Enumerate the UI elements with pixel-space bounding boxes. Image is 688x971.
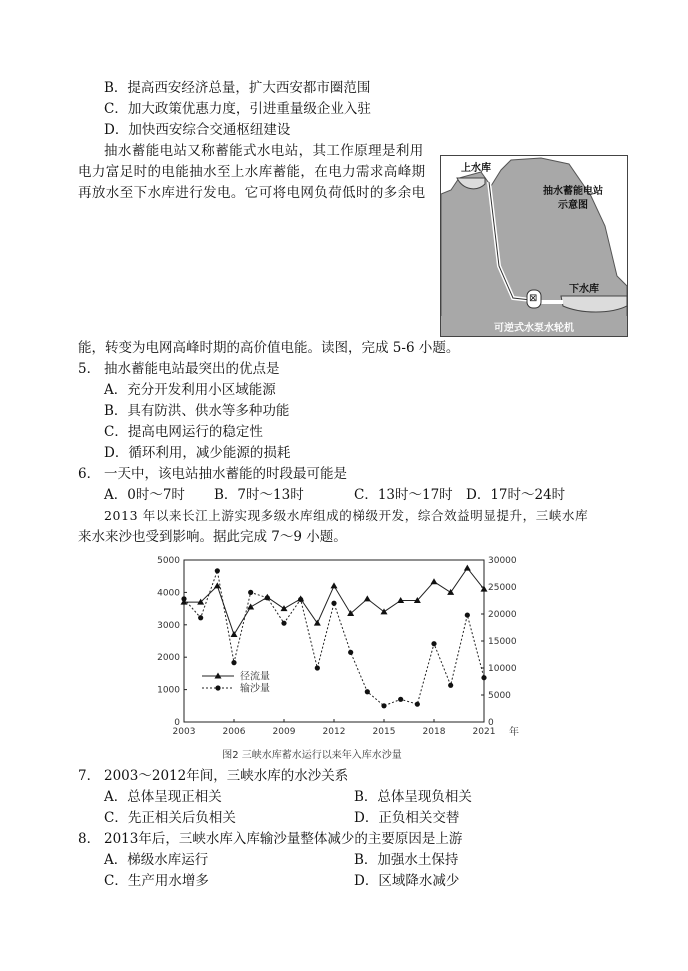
runoff-point xyxy=(381,608,388,614)
runoff-point xyxy=(331,582,338,588)
q6-option-b[interactable]: B．7时～13时 xyxy=(214,487,304,503)
sediment-point xyxy=(315,665,320,670)
runoff-point xyxy=(281,605,288,611)
sediment-point xyxy=(298,597,303,602)
water-sediment-chart xyxy=(140,552,530,764)
runoff-point xyxy=(364,595,371,601)
sediment-point xyxy=(281,621,286,626)
y-left-tick-label: 3000 xyxy=(157,620,180,631)
x-tick-label: 2009 xyxy=(272,727,296,737)
y-right-tick-label: 20000 xyxy=(488,610,517,620)
prev-option-d: D．加快西安综合交通枢纽建设 xyxy=(104,122,291,138)
y-right-tick-label: 10000 xyxy=(488,664,517,674)
q8-option-a[interactable]: A．梯级水库运行 xyxy=(104,852,209,868)
q5-option-a[interactable]: A．充分开发利用小区域能源 xyxy=(104,382,276,398)
x-tick-label: 2003 xyxy=(172,727,196,737)
sediment-point xyxy=(415,702,420,707)
passage1-line3: 再放水至下水库进行发电。它可将电网负荷低时的多余电 xyxy=(78,185,426,201)
prev-option-c: C．加大政策优惠力度，引进重量级企业入驻 xyxy=(104,101,371,117)
x-unit-label: 年 xyxy=(509,727,519,738)
q7-option-a[interactable]: A．总体呈现正相关 xyxy=(104,789,222,805)
sediment-point xyxy=(465,612,470,617)
q6-option-a[interactable]: A．0时～7时 xyxy=(104,487,185,503)
sediment-point xyxy=(198,615,203,620)
chart-svg xyxy=(140,552,530,764)
lower-reservoir-label: 下水库 xyxy=(569,284,599,295)
sediment-point xyxy=(181,596,186,601)
legend-marker-1 xyxy=(215,685,220,690)
sediment-point xyxy=(398,697,403,702)
q8-option-c[interactable]: C．生产用水增多 xyxy=(104,873,209,889)
y-left-tick-label: 4000 xyxy=(157,588,180,599)
q7-stem: 2003～2012年间，三峡水库的水沙关系 xyxy=(104,768,349,784)
sediment-point xyxy=(348,650,353,655)
diagram-title-line1: 抽水蓄能电站 xyxy=(543,186,603,197)
sediment-point xyxy=(215,568,220,573)
upper-reservoir-label: 上水库 xyxy=(461,163,491,174)
q8-option-b[interactable]: B．加强水土保持 xyxy=(354,852,459,868)
q5-number: 5． xyxy=(78,361,101,377)
turbine-label: 可逆式水泵水轮机 xyxy=(494,323,574,334)
series-line-1 xyxy=(184,571,484,706)
x-tick-label: 2018 xyxy=(422,727,446,737)
runoff-point xyxy=(314,620,321,626)
y-right-tick-label: 0 xyxy=(488,718,494,728)
sediment-point xyxy=(381,703,386,708)
q5-option-b[interactable]: B．具有防洪、供水等多种功能 xyxy=(104,403,290,419)
x-tick-label: 2012 xyxy=(322,727,346,737)
q8-option-d[interactable]: D．区域降水减少 xyxy=(354,873,460,889)
runoff-point xyxy=(447,589,454,595)
q5-stem: 抽水蓄能电站最突出的优点是 xyxy=(104,361,280,377)
y-right-tick-label: 30000 xyxy=(488,556,517,566)
q5-option-d[interactable]: D．循环利用，减少能源的损耗 xyxy=(104,445,291,461)
x-tick-label: 2006 xyxy=(222,727,246,737)
sediment-point xyxy=(481,675,486,680)
chart-caption: 图2 三峡水库蓄水运行以来年入库水沙量 xyxy=(222,750,402,761)
q8-stem: 2013年后，三峡水库入库输沙量整体减少的主要原因是上游 xyxy=(104,831,463,847)
q8-number: 8． xyxy=(78,831,101,847)
q5-option-c[interactable]: C．提高电网运行的稳定性 xyxy=(104,424,263,440)
pumped-storage-diagram xyxy=(440,155,628,337)
q6-option-d[interactable]: D．17时～24时 xyxy=(466,487,566,503)
passage1-line4: 能，转变为电网高峰时期的高价值电能。读图，完成 5-6 小题。 xyxy=(78,340,460,356)
legend-label-1: 输沙量 xyxy=(240,683,270,695)
passage1-line1: 抽水蓄能电站又称蓄能式水电站，其工作原理是利用 xyxy=(104,143,424,159)
sediment-point xyxy=(231,660,236,665)
runoff-point xyxy=(431,578,438,584)
runoff-point xyxy=(464,565,471,571)
sediment-point xyxy=(331,601,336,606)
sediment-point xyxy=(448,683,453,688)
sediment-point xyxy=(248,590,253,595)
legend-label-0: 径流量 xyxy=(240,671,270,683)
y-right-tick-label: 5000 xyxy=(488,691,511,701)
q7-option-c[interactable]: C．先正相关后负相关 xyxy=(104,810,236,826)
prev-option-b: B．提高西安经济总量，扩大西安都市圈范围 xyxy=(104,80,371,96)
turbine-icon: ⊠ xyxy=(529,293,538,304)
diagram-title-line2: 示意图 xyxy=(558,200,588,211)
y-left-tick-label: 1000 xyxy=(157,685,180,696)
sediment-point xyxy=(365,689,370,694)
passage2-line2: 来水来沙也受到影响。据此完成 7～9 小题。 xyxy=(78,529,347,545)
y-right-tick-label: 15000 xyxy=(488,637,517,647)
q6-stem: 一天中，该电站抽水蓄能的时段最可能是 xyxy=(104,466,347,482)
sediment-point xyxy=(265,595,270,600)
x-tick-label: 2021 xyxy=(472,727,496,737)
passage1-line2: 电力富足时的电能抽水至上水库蓄能，在电力需求高峰期 xyxy=(78,164,426,180)
q7-option-b[interactable]: B．总体呈现负相关 xyxy=(354,789,472,805)
y-left-tick-label: 0 xyxy=(174,718,180,728)
sediment-point xyxy=(431,641,436,646)
q6-option-c[interactable]: C．13时～17时 xyxy=(354,487,453,503)
q7-option-d[interactable]: D．正负相关交替 xyxy=(354,810,460,826)
y-left-tick-label: 2000 xyxy=(157,653,180,664)
q6-number: 6． xyxy=(78,466,101,482)
runoff-point xyxy=(231,631,238,637)
q7-number: 7． xyxy=(78,768,101,784)
y-right-tick-label: 25000 xyxy=(488,583,517,593)
passage2-line1: 2013 年以来长江上游实现多级水库组成的梯级开发，综合效益明显提升，三峡水库 xyxy=(104,508,589,523)
y-left-tick-label: 5000 xyxy=(157,556,180,566)
x-tick-label: 2015 xyxy=(372,727,396,737)
